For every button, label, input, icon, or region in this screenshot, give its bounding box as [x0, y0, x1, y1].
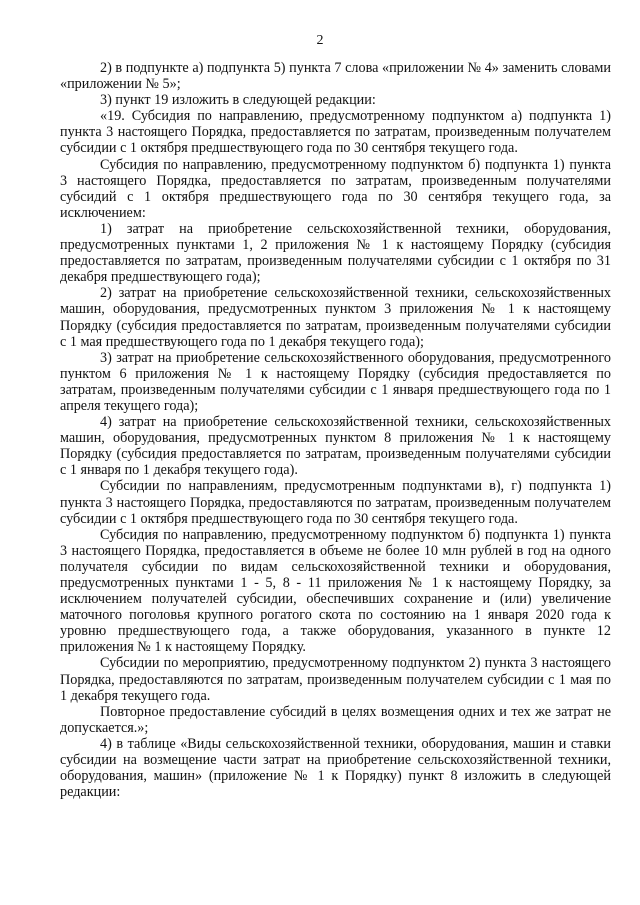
paragraph: Субсидия по направлению, предусмотренному подпунктом б) подпункта 1) пункта 3 настоящего Порядка, предоставляется в объеме не более 10 млн рублей в год на одного получателя субсидии по видам сельскохозяйственной техники и оборудования, предусмотренных пунктами 1 - 5, 8 - 11 приложения № 1 к настоящему Порядку, за исключением получателей субсидии, обеспечивших сохранение и (или) увеличение маточного поголовья крупного рогатого скота по состоянию на 1 января 2020 года к уровню предшествующего года, а также оборудования, указанного в пункте 12 приложения № 1 к настоящему Порядку. — [60, 526, 611, 656]
paragraph: Субсидии по направлениям, предусмотренным подпунктами в), г) подпункта 1) пункта 3 настоящего Порядка, предоставляются по затратам, произведенным получателем субсидии с 1 октября предшествующего года по 30 сентября текущего года. — [60, 478, 611, 527]
paragraph: 1) затрат на приобретение сельскохозяйственной техники, оборудования, предусмотренных пунктами 1, 2 приложения № 1 к настоящему Порядку (субсидия предоставляется по затратам, произведенным получателями субсидии с 1 октября по 31 декабря предшествующего года); — [60, 220, 611, 286]
paragraph: 3) затрат на приобретение сельскохозяйственного оборудования, предусмотренного пунктом 6 приложения № 1 к настоящему Порядку (субсидия предоставляется по затратам, произведенным получателями субсидии с 1 января предшествующего года по 1 апреля текущего года); — [60, 349, 611, 414]
paragraph: 4) затрат на приобретение сельскохозяйственной техники, сельскохозяйственных машин, оборудования, предусмотренных пунктом 8 приложения № 1 к настоящему Порядку (субсидия предоставляется по затратам, произведенным получателями субсидии с 1 января по 1 декабря текущего года). — [60, 414, 611, 479]
paragraph: 3) пункт 19 изложить в следующей редакции: — [100, 92, 376, 109]
document-body — [60, 60, 611, 800]
paragraph: Субсидии по мероприятию, предусмотренному подпунктом 2) пункта 3 настоящего Порядка, предоставляются по затратам, произведенным получателем субсидии с 1 мая по 1 декабря текущего года. — [60, 655, 611, 704]
paragraph: 2) затрат на приобретение сельскохозяйственной техники, сельскохозяйственных машин, оборудования, предусмотренных пунктом 3 приложения № 1 к настоящему Порядку (субсидия предоставляется по затратам, произведенным получателями субсидии с 1 мая предшествующего года по 1 декабря текущего года); — [60, 285, 611, 350]
paragraph: 2) в подпункте а) подпункта 5) пункта 7 слова «приложении № 4» заменить словами «приложении № 5»; — [60, 60, 611, 93]
page-number: 2 — [316, 33, 324, 48]
paragraph: 4) в таблице «Виды сельскохозяйственной техники, оборудования, машин и ставки субсидии на возмещение части затрат на приобретение сельскохозяйственной техники, оборудования, машин» (приложение № 1 к Порядку) пункт 8 изложить в следующей редакции: — [60, 735, 611, 801]
paragraph: Субсидия по направлению, предусмотренному подпунктом б) подпункта 1) пункта 3 настоящего Порядка, предоставляется по затратам, произведенным получателями субсидий с 1 октября предшествующего года по 30 сентября текущего года, за исключением: — [60, 156, 611, 221]
paragraph: «19. Субсидия по направлению, предусмотренному подпунктом а) подпункта 1) пункта 3 настоящего Порядка, предоставляется по затратам, произведенным получателем субсидии с 1 октября предшествующего года по 30 сентября текущего года. — [60, 108, 611, 157]
paragraph: Повторное предоставление субсидий в целях возмещения одних и тех же затрат не допускается.»; — [60, 703, 611, 736]
